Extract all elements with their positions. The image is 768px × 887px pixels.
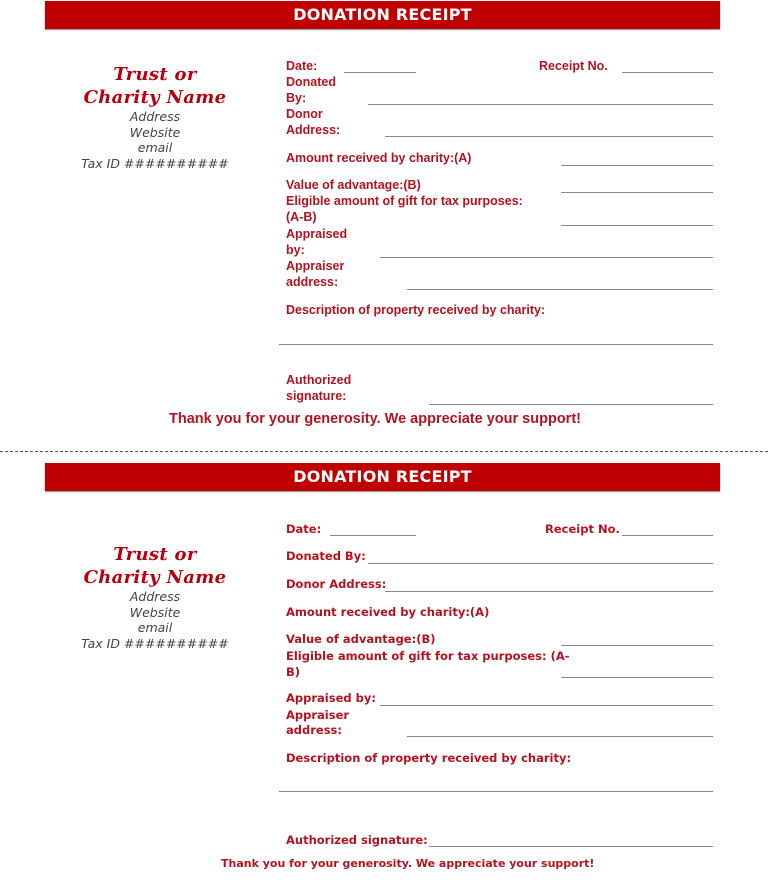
donor-address-field[interactable] xyxy=(385,591,713,592)
signature-label-1: Authorized xyxy=(286,373,352,387)
receipt-no-label: Receipt No. xyxy=(539,59,608,73)
org-tax-id: Tax ID ########## xyxy=(81,155,229,171)
donor-address-label-1: Donor xyxy=(286,107,323,121)
description-label: Description of property received by charity: xyxy=(286,751,572,765)
org-name-line2: Charity Name xyxy=(83,87,227,108)
eligible-amount-label-1: Eligible amount of gift for tax purposes: xyxy=(286,194,523,208)
eligible-amount-label-2: (A-B) xyxy=(286,210,317,224)
signature-field[interactable] xyxy=(429,846,713,847)
org-address: Address xyxy=(129,109,181,124)
description-field[interactable] xyxy=(279,791,713,792)
appraised-by-label-1: Appraised xyxy=(286,227,348,241)
donated-by-label: Donated By: xyxy=(286,549,366,563)
thank-you-message: Thank you for your generosity. We appreciate your support! xyxy=(221,857,595,870)
donated-by-label-2: By: xyxy=(286,91,307,105)
donated-by-label-1: Donated xyxy=(286,75,336,89)
org-website: Website xyxy=(129,604,181,620)
receipt-title-banner: DONATION RECEIPT xyxy=(45,1,720,29)
appraiser-address-label-1: Appraiser xyxy=(286,708,350,722)
date-field[interactable] xyxy=(330,535,416,536)
org-name-line1: Trust or xyxy=(113,64,197,85)
donor-address-label-2: Address: xyxy=(286,123,341,137)
receipt-title-banner: DONATION RECEIPT xyxy=(45,463,720,491)
appraiser-address-label-2: address: xyxy=(286,275,339,289)
org-email: email xyxy=(137,140,173,155)
receipt-no-field[interactable] xyxy=(622,535,713,536)
eligible-amount-field[interactable] xyxy=(561,677,713,678)
org-name-line2: Charity Name xyxy=(83,567,227,588)
description-label: Description of property received by charity: xyxy=(286,303,546,317)
value-advantage-field[interactable] xyxy=(561,645,713,646)
eligible-amount-label-2: B) xyxy=(286,665,301,679)
eligible-amount-label-1: Eligible amount of gift for tax purposes: (A- xyxy=(286,649,570,663)
signature-label-2: signature: xyxy=(286,389,347,403)
amount-received-label: Amount received by charity:(A) xyxy=(286,605,490,619)
date-label: Date: xyxy=(286,59,318,73)
value-advantage-label: Value of advantage:(B) xyxy=(286,632,436,646)
donated-by-field[interactable] xyxy=(368,563,713,564)
appraised-by-label-2: by: xyxy=(286,243,305,257)
appraised-by-field[interactable] xyxy=(380,705,713,706)
appraiser-address-label-1: Appraiser xyxy=(286,259,345,273)
org-address: Address xyxy=(129,589,181,604)
appraised-by-label: Appraised by: xyxy=(286,691,376,705)
org-email: email xyxy=(137,620,173,635)
receipt-no-label: Receipt No. xyxy=(545,522,620,536)
value-advantage-label: Value of advantage:(B) xyxy=(286,178,421,192)
signature-label: Authorized signature: xyxy=(286,833,428,847)
appraiser-address-field[interactable] xyxy=(407,736,713,737)
donor-address-label: Donor Address: xyxy=(286,577,387,591)
appraiser-address-label-2: address: xyxy=(286,723,342,737)
date-label: Date: xyxy=(286,522,322,536)
amount-received-label: Amount received by charity:(A) xyxy=(286,151,472,165)
thank-you-message: Thank you for your generosity. We appreciate your support! xyxy=(169,411,581,427)
org-tax-id: Tax ID ########## xyxy=(81,635,229,651)
org-name-line1: Trust or xyxy=(113,544,197,565)
org-website: Website xyxy=(129,124,181,140)
org-info xyxy=(60,543,250,651)
